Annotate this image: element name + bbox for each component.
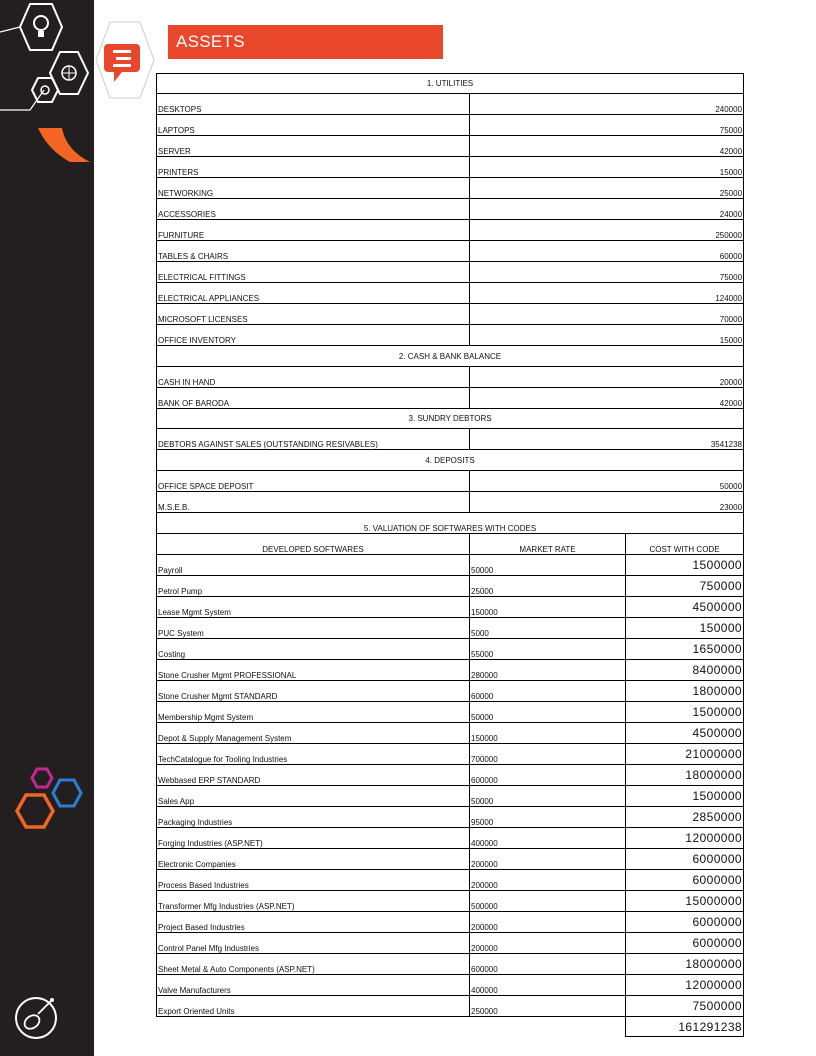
- item-value: 50000: [470, 471, 744, 492]
- item-value: 70000: [470, 304, 744, 325]
- table-row: [157, 996, 744, 1017]
- item-label: ELECTRICAL APPLIANCES: [157, 283, 470, 304]
- table-row: [157, 681, 744, 702]
- software-name: Electronic Companies: [157, 849, 470, 870]
- item-value: 124000: [470, 283, 744, 304]
- section-title-row: [157, 450, 744, 471]
- section-title: 2. CASH & BANK BALANCE: [157, 346, 744, 367]
- item-value: 42000: [470, 388, 744, 409]
- cost-with-code: 1500000: [626, 702, 744, 723]
- software-name: Stone Crusher Mgmt PROFESSIONAL: [157, 660, 470, 681]
- item-value: 42000: [470, 136, 744, 157]
- software-name: Petrol Pump: [157, 576, 470, 597]
- hexagon-icon: [32, 78, 58, 102]
- cost-with-code: 12000000: [626, 828, 744, 849]
- blank-cell: [157, 1017, 470, 1037]
- item-label: ELECTRICAL FITTINGS: [157, 262, 470, 283]
- table-row: [157, 220, 744, 241]
- table-row: [157, 262, 744, 283]
- market-rate: 500000: [470, 891, 626, 912]
- grand-total: 161291238: [626, 1017, 744, 1037]
- table-row: [157, 597, 744, 618]
- item-value: 15000: [470, 157, 744, 178]
- table-row: [157, 723, 744, 744]
- software-name: Project Based Industries: [157, 912, 470, 933]
- item-value: 20000: [470, 367, 744, 388]
- table-row: [157, 870, 744, 891]
- market-rate: 700000: [470, 744, 626, 765]
- table-row: [157, 828, 744, 849]
- table-row: [157, 660, 744, 681]
- market-rate: 5000: [470, 618, 626, 639]
- table-row: [157, 639, 744, 660]
- table-row: [157, 157, 744, 178]
- blank-cell: [470, 1017, 626, 1037]
- table-row: [157, 199, 744, 220]
- item-label: BANK OF BARODA: [157, 388, 470, 409]
- table-row: [157, 891, 744, 912]
- item-value: 75000: [470, 262, 744, 283]
- column-header-row: [157, 534, 744, 555]
- table-row: [157, 765, 744, 786]
- section-title-row: [157, 513, 744, 534]
- cost-with-code: 21000000: [626, 744, 744, 765]
- cost-with-code: 2850000: [626, 807, 744, 828]
- table-row: [157, 555, 744, 576]
- cost-with-code: 6000000: [626, 933, 744, 954]
- section-title-row: [157, 74, 744, 94]
- table-row: [157, 115, 744, 136]
- market-rate: 150000: [470, 723, 626, 744]
- software-name: Transformer Mfg Industries (ASP.NET): [157, 891, 470, 912]
- cost-with-code: 6000000: [626, 849, 744, 870]
- table-row: [157, 786, 744, 807]
- section-title: 5. VALUATION OF SOFTWARES WITH CODES: [157, 513, 744, 534]
- item-label: M.S.E.B.: [157, 492, 470, 513]
- item-label: OFFICE INVENTORY: [157, 325, 470, 346]
- software-name: Sheet Metal & Auto Components (ASP.NET): [157, 954, 470, 975]
- software-name: Export Oriented Units: [157, 996, 470, 1017]
- table-row: [157, 912, 744, 933]
- software-name: Valve Manufacturers: [157, 975, 470, 996]
- item-value: 250000: [470, 220, 744, 241]
- section-title-row: [157, 346, 744, 367]
- software-name: PUC System: [157, 618, 470, 639]
- market-rate: 200000: [470, 933, 626, 954]
- section-title-row: [157, 409, 744, 429]
- software-name: Payroll: [157, 555, 470, 576]
- table-row: [157, 94, 744, 115]
- software-name: Forging Industries (ASP.NET): [157, 828, 470, 849]
- item-label: SERVER: [157, 136, 470, 157]
- market-rate: 280000: [470, 660, 626, 681]
- item-value: 3541238: [470, 429, 744, 450]
- software-name: Depot & Supply Management System: [157, 723, 470, 744]
- item-label: DESKTOPS: [157, 94, 470, 115]
- market-rate: 95000: [470, 807, 626, 828]
- software-name: Stone Crusher Mgmt STANDARD: [157, 681, 470, 702]
- cost-with-code: 8400000: [626, 660, 744, 681]
- market-rate: 600000: [470, 954, 626, 975]
- software-name: Webbased ERP STANDARD: [157, 765, 470, 786]
- lightbulb-icon: [20, 4, 62, 50]
- item-value: 75000: [470, 115, 744, 136]
- market-rate: 200000: [470, 870, 626, 891]
- table-row: [157, 325, 744, 346]
- swoosh-icon: [38, 128, 90, 162]
- market-rate: 400000: [470, 975, 626, 996]
- market-rate: 200000: [470, 849, 626, 870]
- cost-with-code: 12000000: [626, 975, 744, 996]
- table-row: [157, 429, 744, 450]
- table-row: [157, 304, 744, 325]
- software-name: Control Panel Mfg Industries: [157, 933, 470, 954]
- table-row: [157, 954, 744, 975]
- column-header: DEVELOPED SOFTWARES: [157, 534, 470, 555]
- software-name: Process Based Industries: [157, 870, 470, 891]
- section-title: 4. DEPOSITS: [157, 450, 744, 471]
- cost-with-code: 150000: [626, 618, 744, 639]
- table-row: [157, 388, 744, 409]
- item-label: FURNITURE: [157, 220, 470, 241]
- table-row: [157, 618, 744, 639]
- table-row: [157, 241, 744, 262]
- brand-logo-icon: [94, 20, 156, 100]
- cost-with-code: 750000: [626, 576, 744, 597]
- market-rate: 150000: [470, 597, 626, 618]
- hexagon-cluster-icon: [17, 769, 81, 827]
- cost-with-code: 6000000: [626, 870, 744, 891]
- software-name: Sales App: [157, 786, 470, 807]
- asset-table: [156, 73, 744, 1037]
- column-header: COST WITH CODE: [626, 534, 744, 555]
- software-name: Membership Mgmt System: [157, 702, 470, 723]
- section-title: 1. UTILITIES: [157, 74, 744, 94]
- decorative-sidebar: [0, 0, 94, 1056]
- asset-table-body: [157, 74, 744, 1037]
- market-rate: 55000: [470, 639, 626, 660]
- page-title: ASSETS: [176, 32, 245, 51]
- item-label: ACCESSORIES: [157, 199, 470, 220]
- market-rate: 400000: [470, 828, 626, 849]
- item-value: 240000: [470, 94, 744, 115]
- table-row: [157, 367, 744, 388]
- item-label: NETWORKING: [157, 178, 470, 199]
- cost-with-code: 18000000: [626, 765, 744, 786]
- market-rate: 200000: [470, 912, 626, 933]
- cost-with-code: 4500000: [626, 597, 744, 618]
- item-label: CASH IN HAND: [157, 367, 470, 388]
- table-row: [157, 744, 744, 765]
- item-label: LAPTOPS: [157, 115, 470, 136]
- cost-with-code: 1800000: [626, 681, 744, 702]
- table-row: [157, 492, 744, 513]
- item-value: 23000: [470, 492, 744, 513]
- satellite-icon: [16, 998, 56, 1038]
- cost-with-code: 15000000: [626, 891, 744, 912]
- table-row: [157, 136, 744, 157]
- column-header: MARKET RATE: [470, 534, 626, 555]
- software-name: TechCatalogue for Tooling Industries: [157, 744, 470, 765]
- item-label: MICROSOFT LICENSES: [157, 304, 470, 325]
- table-row: [157, 576, 744, 597]
- market-rate: 60000: [470, 681, 626, 702]
- software-name: Costing: [157, 639, 470, 660]
- item-label: TABLES & CHAIRS: [157, 241, 470, 262]
- item-value: 15000: [470, 325, 744, 346]
- table-row: [157, 849, 744, 870]
- item-label: OFFICE SPACE DEPOSIT: [157, 471, 470, 492]
- table-row: [157, 933, 744, 954]
- item-value: 24000: [470, 199, 744, 220]
- item-value: 25000: [470, 178, 744, 199]
- cost-with-code: 1500000: [626, 786, 744, 807]
- market-rate: 600000: [470, 765, 626, 786]
- market-rate: 25000: [470, 576, 626, 597]
- cost-with-code: 1650000: [626, 639, 744, 660]
- item-value: 60000: [470, 241, 744, 262]
- item-label: PRINTERS: [157, 157, 470, 178]
- total-row: [157, 1017, 744, 1037]
- table-row: [157, 975, 744, 996]
- market-rate: 50000: [470, 555, 626, 576]
- header-bar: [168, 25, 443, 59]
- table-row: [157, 471, 744, 492]
- globe-icon: [50, 52, 88, 94]
- item-label: DEBTORS AGAINST SALES (OUTSTANDING RESIVABLES): [157, 429, 470, 450]
- table-row: [157, 283, 744, 304]
- cost-with-code: 6000000: [626, 912, 744, 933]
- cost-with-code: 7500000: [626, 996, 744, 1017]
- software-name: Packaging Industries: [157, 807, 470, 828]
- section-title: 3. SUNDRY DEBTORS: [157, 409, 744, 429]
- market-rate: 50000: [470, 702, 626, 723]
- connector-line: [0, 27, 20, 32]
- market-rate: 250000: [470, 996, 626, 1017]
- cost-with-code: 4500000: [626, 723, 744, 744]
- cost-with-code: 1500000: [626, 555, 744, 576]
- cost-with-code: 18000000: [626, 954, 744, 975]
- table-row: [157, 807, 744, 828]
- software-name: Lease Mgmt System: [157, 597, 470, 618]
- table-row: [157, 702, 744, 723]
- table-row: [157, 178, 744, 199]
- market-rate: 50000: [470, 786, 626, 807]
